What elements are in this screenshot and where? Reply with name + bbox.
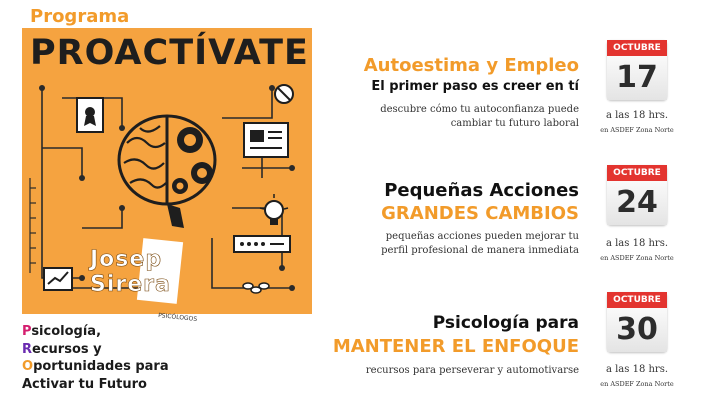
event-time: a las 18 hrs.: [605, 110, 669, 121]
author-box: [90, 247, 250, 297]
event-place: en ASDEF Zona Norte: [600, 380, 674, 388]
event-description: recursos para perseverar y automotivarse: [365, 365, 579, 376]
no-sign-icon: [275, 85, 293, 103]
acronym-initial: O: [22, 359, 34, 374]
calendar-icon: [607, 292, 667, 352]
acronym-row: [22, 376, 169, 394]
calendar-month: OCTUBRE: [607, 165, 667, 181]
program-label: Programa: [30, 6, 130, 27]
event-description: descubre cómo tu autoconfianza puede: [380, 104, 579, 115]
acronym-row: [22, 341, 169, 359]
note-label: PSICÓLOGOS: [157, 311, 198, 324]
lightbulb-icon: [260, 194, 288, 225]
acronym-rest: ecursos y: [32, 341, 102, 357]
author-name: Josep Sirera: [90, 247, 171, 297]
event-2: [381, 180, 579, 258]
award-icon: [77, 98, 103, 132]
calendar-day: 17: [607, 56, 667, 100]
event-subtitle: GRANDES CAMBIOS: [381, 203, 579, 224]
program-poster: [22, 28, 312, 324]
acronym-row: [22, 358, 169, 376]
acronym-rest: portunidades para: [33, 359, 169, 374]
event-1: [364, 55, 579, 131]
event-subtitle: El primer paso es creer en tí: [371, 79, 579, 94]
event-description: cambiar tu futuro laboral: [450, 118, 579, 129]
calendar-day: 24: [607, 181, 667, 225]
event-title: Psicología para: [432, 313, 579, 333]
program-brand: PROACTÍVATE: [30, 33, 309, 73]
acronym-initial: R: [22, 341, 33, 357]
event-place: en ASDEF Zona Norte: [600, 126, 674, 134]
event-title: Pequeñas Acciones: [384, 180, 579, 201]
event-place: en ASDEF Zona Norte: [600, 254, 674, 262]
event-description: pequeñas acciones pueden mejorar tu: [385, 231, 579, 242]
calendar-day: 30: [607, 308, 667, 352]
chart-icon: [44, 268, 72, 290]
event-title: Autoestima y Empleo: [363, 55, 579, 76]
event-3: [333, 312, 579, 378]
calendar-month: OCTUBRE: [607, 40, 667, 56]
event-time: a las 18 hrs.: [605, 238, 669, 249]
event-subtitle: MANTENER EL ENFOQUE: [332, 336, 579, 357]
calendar-icon: [607, 40, 667, 100]
calendar-month: OCTUBRE: [607, 292, 667, 308]
brain-icon: [119, 116, 215, 228]
acronym-rest: Activar tu Futuro: [22, 376, 147, 392]
acronym-rest: sicología,: [31, 324, 102, 339]
acronym-row: [22, 323, 169, 341]
acronym-block: [22, 323, 169, 393]
document-icon: [244, 123, 288, 157]
acronym-initial: P: [22, 324, 32, 339]
event-description: perfil profesional de manera inmediata: [381, 245, 579, 256]
event-time: a las 18 hrs.: [605, 364, 669, 375]
calendar-icon: [607, 165, 667, 225]
